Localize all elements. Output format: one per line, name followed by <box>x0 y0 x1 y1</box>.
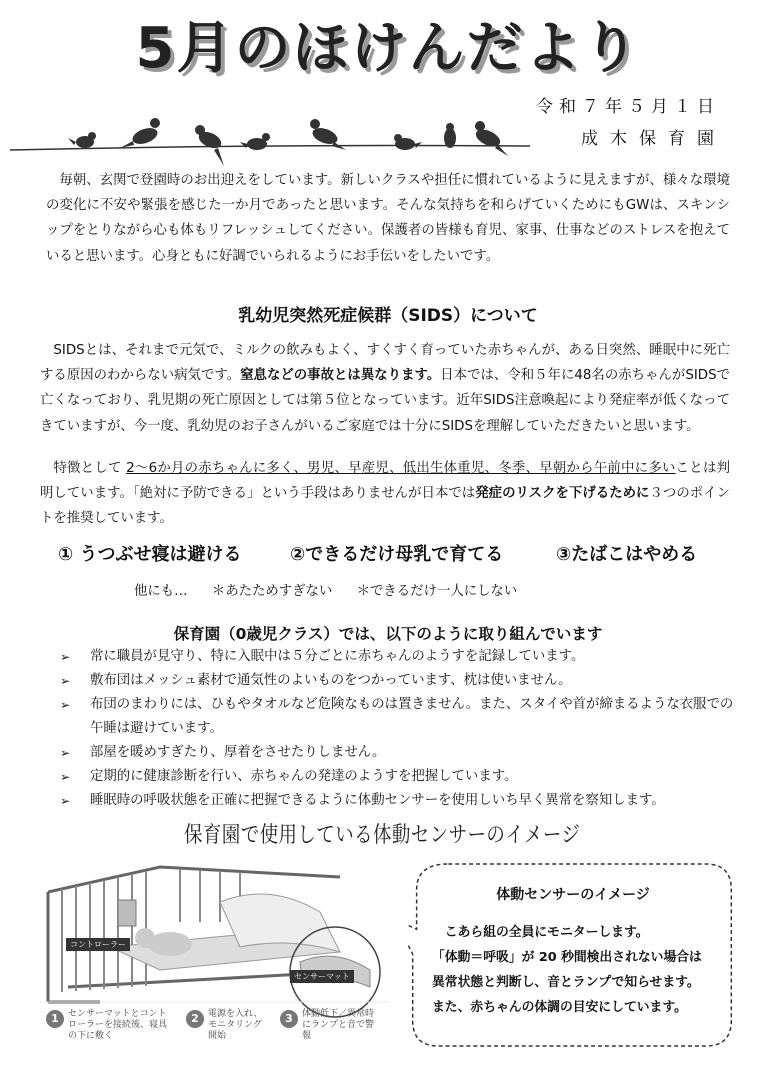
arrow-bullet-icon: ➢ <box>60 698 71 712</box>
sids-point-1: ① うつぶせ寝は避ける <box>58 544 242 565</box>
bird-icon <box>394 134 422 150</box>
bird-icon <box>473 121 508 156</box>
sids-p1-text-b: 日本では、令和５年に48名の赤ちゃんがSIDSで亡くなっており、乳児期の死亡原因としては第５位となっています。近年SIDS注意喚起により発症率が低くなってきていますが、今一度、乳幼児のお子さんがいるご家庭では十分にSIDSを理解していただきたいと思います。 <box>40 368 730 434</box>
nursery-measures-list <box>60 645 740 813</box>
step-number-1: 1 <box>46 1010 64 1028</box>
sensor-image-caption: 保育園で使用している体動センサーのイメージ <box>184 823 581 848</box>
sids-p2-text-b: ことは判明しています。「絶対に予防できる」という手段はありませんが日本では <box>40 461 730 502</box>
other-tip-1: ＊あたためすぎない <box>211 584 333 599</box>
bubble-line-1: こあら組の全員にモニターします。 <box>444 925 649 940</box>
step-text-2: 電源を入れ、モニタリング開始 <box>208 1009 263 1041</box>
other-tip-2: ＊できるだけ一人にしない <box>356 584 518 599</box>
arrow-bullet-icon: ➢ <box>60 770 71 784</box>
sids-p1-bold: 窒息などの事故とは異なります。 <box>240 368 441 384</box>
bird-icon <box>68 132 96 148</box>
step-text-1: センサーマットとコントローラーを接続後、寝具の下に敷く <box>68 1009 168 1041</box>
sids-points <box>58 540 748 566</box>
list-item: ➢ 布団のまわりには、ひもやタオルなど危険なものは置きません。また、スタイや首が締まるような衣服での午睡は避けています。 <box>60 693 740 741</box>
school-name: 成木保育園 <box>581 129 726 149</box>
bubble-text <box>432 920 732 1020</box>
bubble-line-3: 異常状態と判断し、音とランプで知らせます。 <box>432 975 700 990</box>
sids-p2-bold: 発症のリスクを下げるために <box>475 486 650 502</box>
arrow-bullet-icon: ➢ <box>60 794 71 808</box>
sids-p2-text-a: 特徴として <box>53 461 122 476</box>
sids-p2-underlined: 2〜6か月の赤ちゃんに多く、男児、早産児、低出生体重児、冬季、早朝から午前中に多い <box>126 461 676 476</box>
bubble-title: 体動センサーのイメージ <box>496 887 650 903</box>
bird-icon <box>120 118 160 148</box>
sids-p1-text-a: SIDSとは、それまで元気で、ミルクの飲みもよく、すくすく育っていた赤ちゃんが、ある日突然、睡眠中に死亡する原因のわからない病気です。 <box>40 343 730 384</box>
issue-date: 令和７年５月１日 <box>536 97 720 117</box>
sids-point-3: ③たばこはやめる <box>556 544 698 565</box>
controller-icon <box>118 900 136 926</box>
list-item: ➢ 部屋を暖めすぎたり、厚着をさせたりしません。 <box>60 741 740 765</box>
bird-icon <box>444 123 456 148</box>
intro-paragraph: 毎朝、玄関で登園時のお出迎えをしています。新しいクラスや担任に慣れているように見えますが、様々な環境の変化に不安や緊張を感じた一か月であったと思います。そんな気持ちを和らげていくためにもGWは、スキンシップをとりながら心も体もリフレッシュしてください。保護者の皆様も育児、家事、仕事などのストレスを抱えていると思います。心身ともに好調でいられるようにお手伝いをしたいです。 <box>46 173 730 264</box>
list-item: ➢ 敷布団はメッシュ素材で通気性のよいものをつかっています、枕は使いません。 <box>60 669 740 693</box>
newsletter-title: 5月のほけんだより <box>135 16 641 81</box>
list-item: ➢ 睡眠時の呼吸状態を正確に把握できるように体動センサーを使用しいち早く異常を察知します。 <box>60 789 740 813</box>
step-number-2: 2 <box>186 1010 204 1028</box>
arrow-bullet-icon: ➢ <box>60 650 71 664</box>
list-item: ➢ 定期的に健康診断を行い、赤ちゃんの発達のようすを把握しています。 <box>60 765 740 789</box>
others-label: 他にも… <box>134 584 188 599</box>
sids-point-2: ②できるだけ母乳で育てる <box>290 544 504 565</box>
list-item: ➢ 常に職員が見守り、特に入眠中は５分ごとに赤ちゃんのようすを記録しています。 <box>60 645 740 669</box>
sids-paragraph-2 <box>40 456 730 532</box>
bubble-line-2: 「体動＝呼吸」が 20 秒間検出されない場合は <box>432 950 702 965</box>
sids-p2-text-c: ３つのポイントを推奨しています。 <box>40 486 730 527</box>
step-number-3: 3 <box>280 1010 298 1028</box>
step-text-3: 体動低下／異常時にランプと音で警報 <box>302 1009 375 1041</box>
sids-other-tips <box>134 580 537 599</box>
birds-on-wire-illustration <box>10 108 530 168</box>
nursery-section-title: 保育園（0歳児クラス）では、以下のように取り組んでいます <box>173 625 603 643</box>
arrow-bullet-icon: ➢ <box>60 674 71 688</box>
sids-paragraph-1 <box>40 338 730 439</box>
bird-icon <box>240 133 270 150</box>
arrow-bullet-icon: ➢ <box>60 746 71 760</box>
sensor-mat-label: センサーマット <box>290 970 354 983</box>
bubble-line-4: また、赤ちゃんの体調の目安にしています。 <box>432 1000 687 1015</box>
bird-icon <box>195 125 224 166</box>
controller-label: コントローラー <box>66 938 130 951</box>
sids-section-title: 乳幼児突然死症候群（SIDS）について <box>238 306 538 326</box>
